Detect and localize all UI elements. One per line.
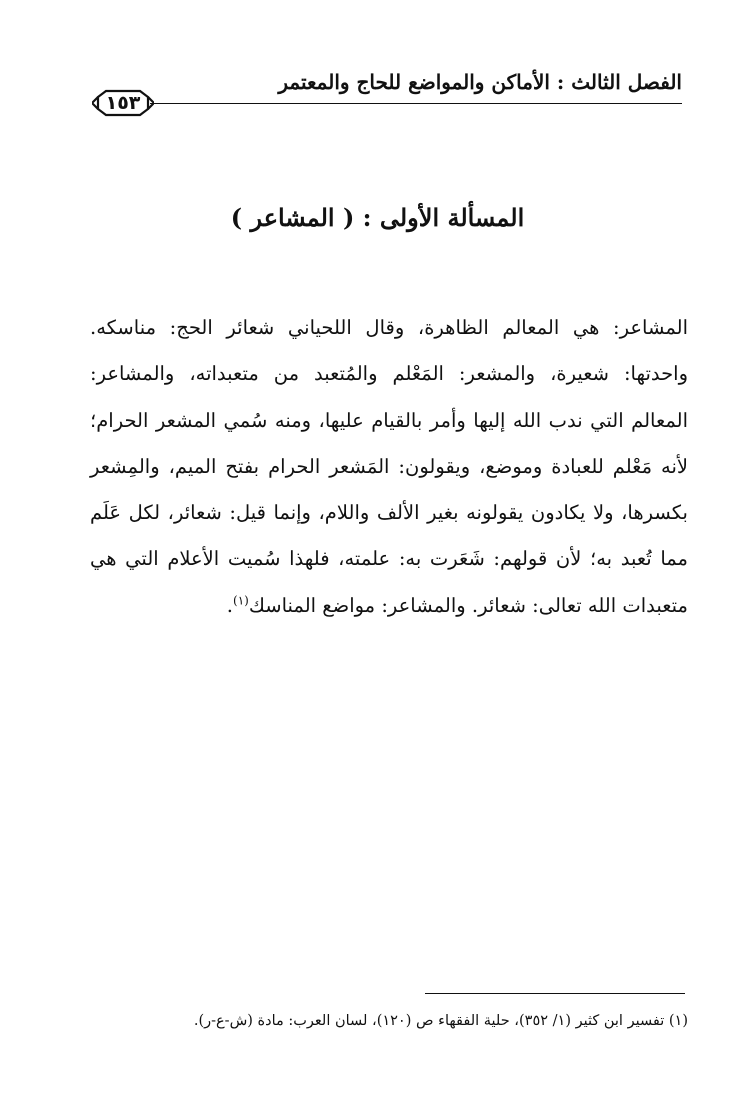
body-paragraph-text: المشاعر: هي المعالم الظاهرة، وقال اللحياني شعائر الحج: مناسكه. واحدتها: شعيرة، والمشعر: المَعْلم والمُتعبد من متعبداته، والمشاعر: المعالم التي ندب الله إليها وأمر بالقيام عليها، ومنه سُمي المشعر الحرام؛ لأنه مَعْلم للعبادة وموضع، ويقولون: المَشعر الحرام بفتح الميم، والمِشعر بكسرها، ولا يكادون يقولونه بغير الألف واللام، وإنما قيل: شعائر، لكل عَلَم مما تُعبد به؛ لأن قولهم: شَعَرت به: علمته، فلهذا سُميت الأعلام التي هي متعبدات الله تعالى: شعائر. والمشاعر: مواضع المناسك <box>90 316 688 617</box>
header-rule <box>150 103 682 104</box>
footnote-rule <box>425 993 685 994</box>
page-number-frame <box>92 88 154 118</box>
chapter-title: الفصل الثالث : الأماكن والمواضع للحاج والمعتمر <box>278 70 682 94</box>
body-end-punctuation: . <box>226 593 233 617</box>
footnote-marker[interactable]: (١) <box>233 593 249 608</box>
footnote: (١) تفسير ابن كثير (١/ ٣٥٢)، حلية الفقهاء ص (١٢٠)، لسان العرب: مادة (ش-ع-ر). <box>193 1013 688 1029</box>
body-paragraph <box>90 305 688 629</box>
page-number: ١٥٣ <box>105 92 141 114</box>
body-paragraph-block <box>90 305 688 629</box>
page-header <box>92 68 682 118</box>
section-title: المسألة الأولى : ( المشاعر ) <box>230 203 525 232</box>
